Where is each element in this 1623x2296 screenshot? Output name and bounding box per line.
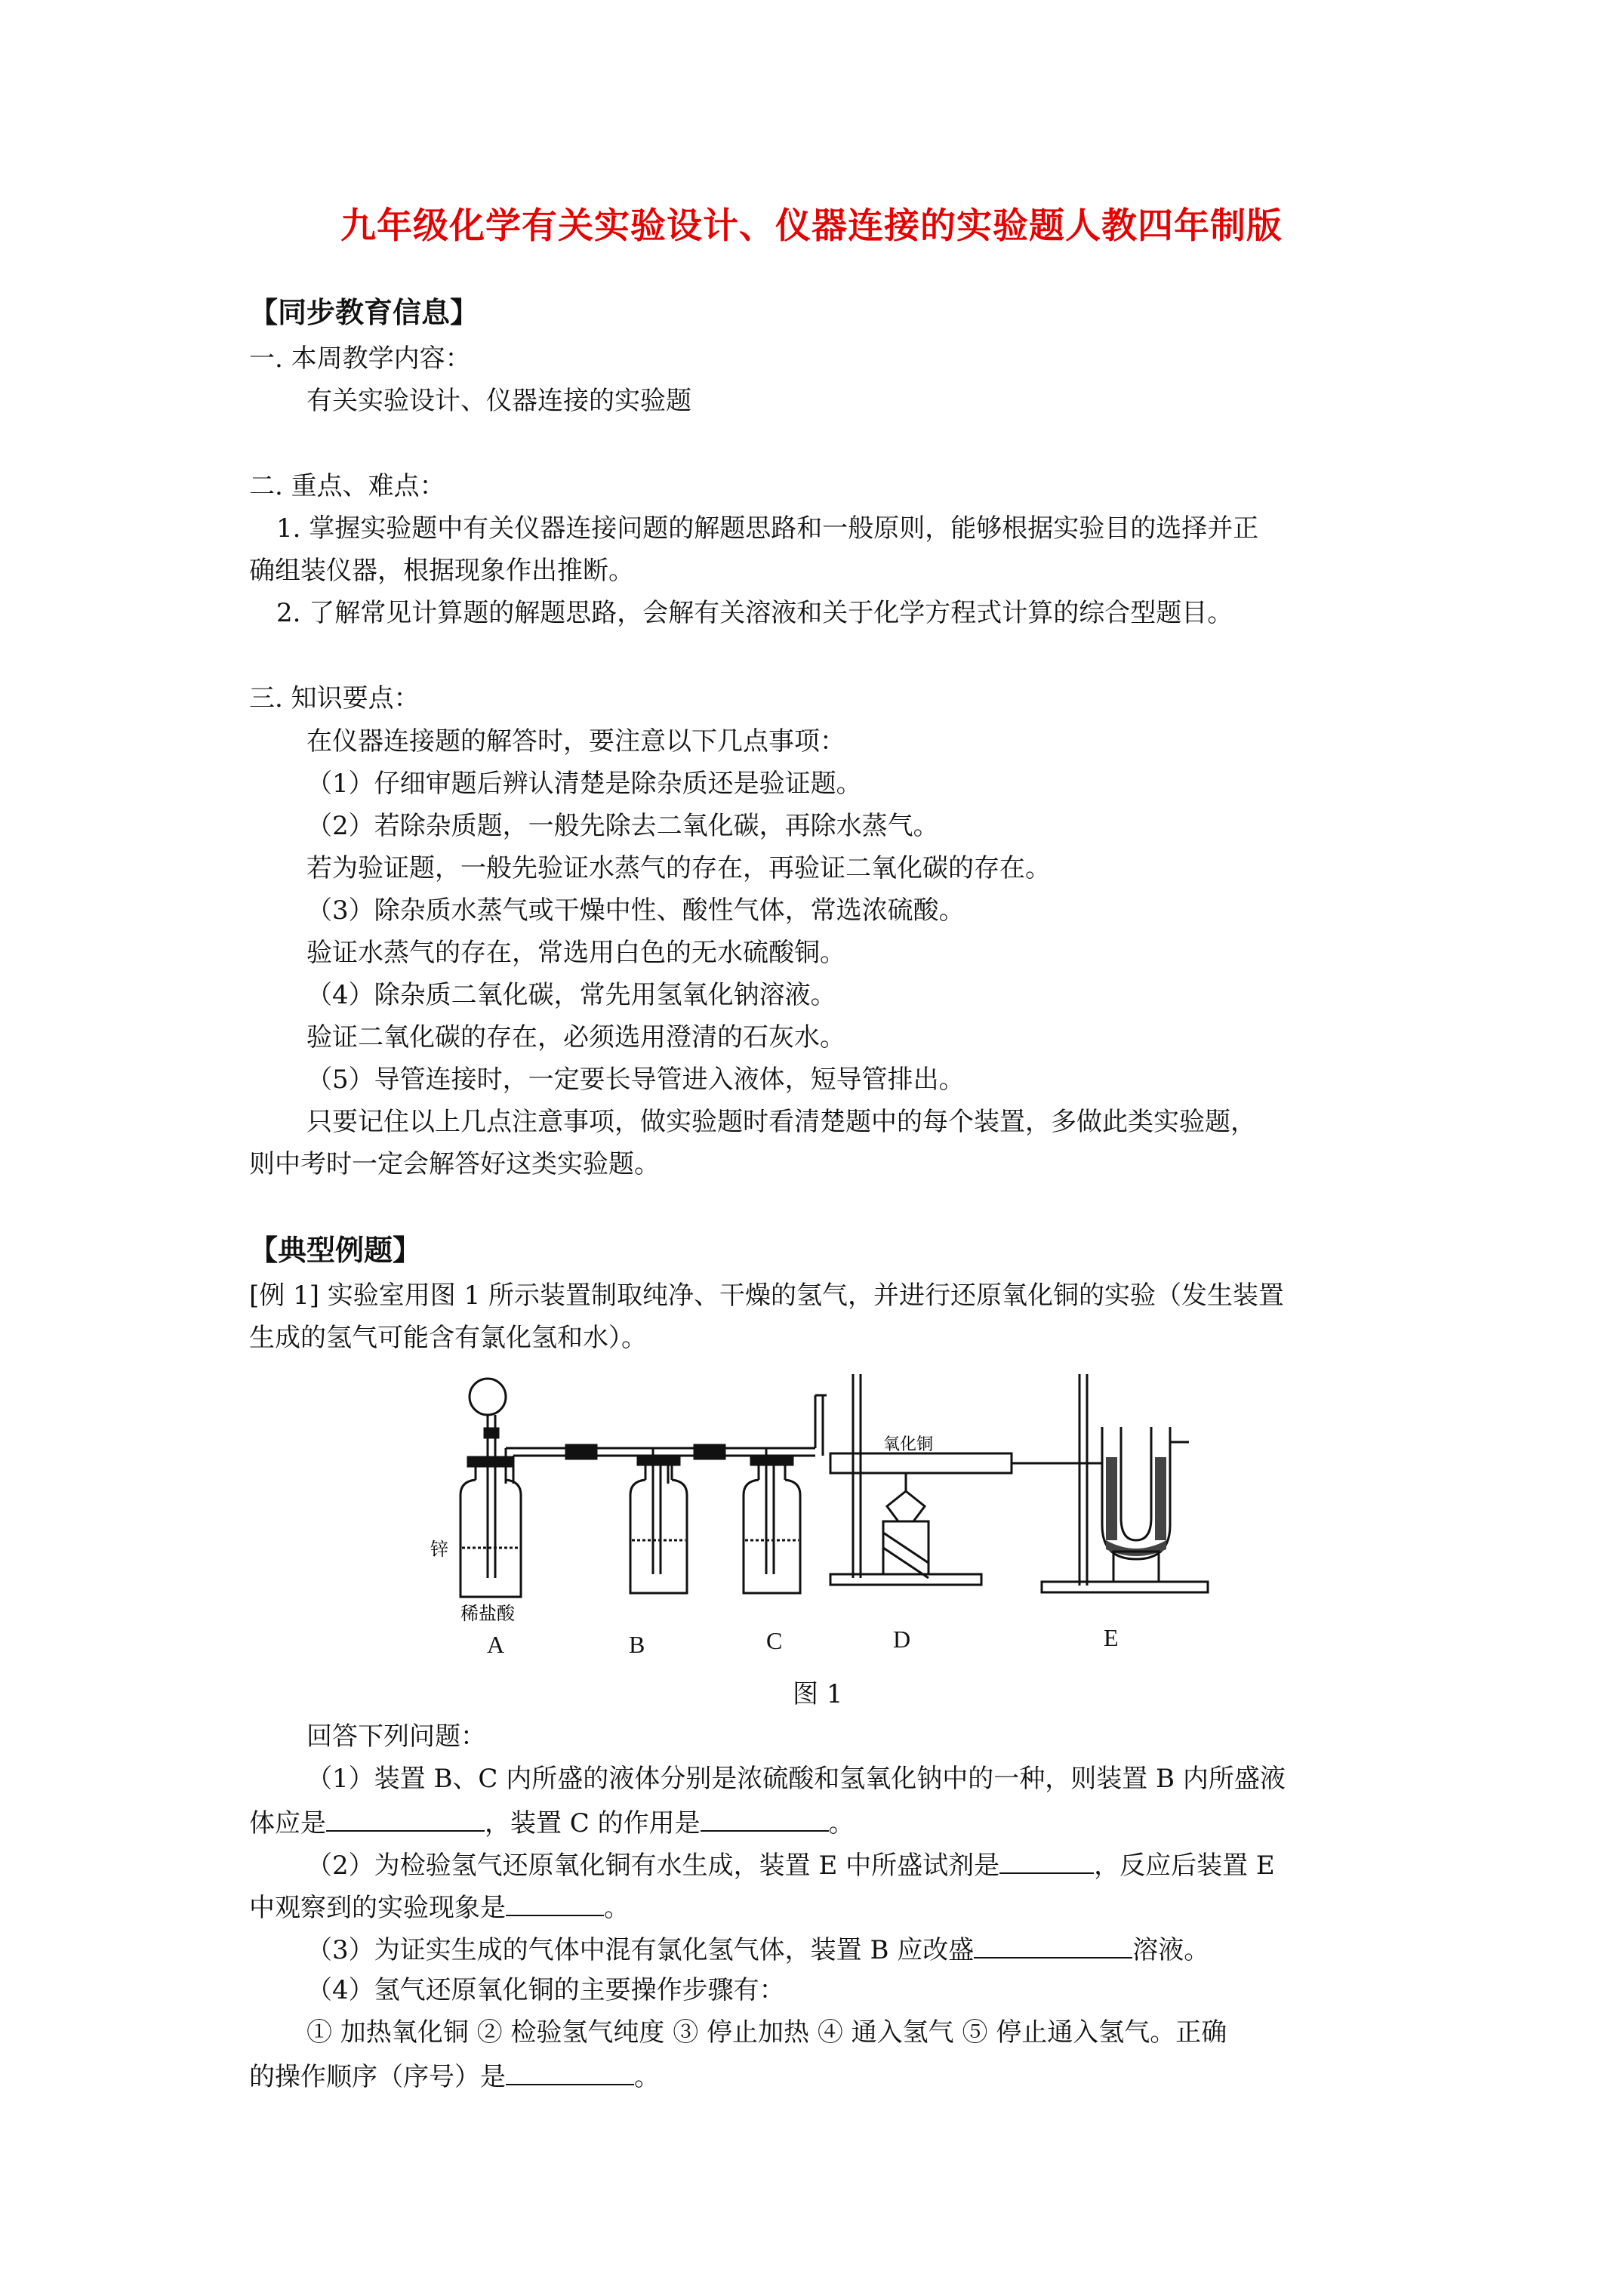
bottle-c	[744, 1480, 800, 1593]
knowledge-line: （4）除杂质二氧化碳，常先用氢氧化钠溶液。	[306, 980, 836, 1010]
q1-text-c: 。	[828, 1808, 855, 1838]
figure-letter-b: B	[629, 1631, 645, 1658]
answer-blank-3[interactable]	[999, 1847, 1094, 1874]
funnel-bulb	[470, 1379, 506, 1415]
question-4-steps: ① 加热氧化铜 ② 检验氢气纯度 ③ 停止加热 ④ 通入氢气 ⑤ 停止通入氢气。正确	[306, 2017, 1227, 2048]
section-3-heading: 三. 知识要点：	[249, 683, 420, 713]
answer-blank-4[interactable]	[506, 1889, 604, 1916]
stand-base-e	[1042, 1582, 1208, 1592]
section-2-heading: 二. 重点、难点：	[249, 471, 445, 501]
q1-text-a: 体应是	[249, 1808, 326, 1838]
apparatus-diagram	[423, 1359, 1215, 1631]
alcohol-lamp-flame	[887, 1491, 925, 1521]
question-4: （4）氢气还原氧化铜的主要操作步骤有：	[306, 1975, 785, 2005]
knowledge-line: 验证二氧化碳的存在，必须选用澄清的石灰水。	[306, 1022, 845, 1052]
question-2-line-1	[306, 1847, 1275, 1882]
section-1-heading: 一. 本周教学内容：	[249, 344, 471, 374]
knowledge-line: 在仪器连接题的解答时，要注意以下几点事项：	[306, 726, 845, 757]
q1-text-b: ，装置 C 的作用是	[485, 1808, 701, 1838]
question-1-line-1: （1）装置 B、C 内所盛的液体分别是浓硫酸和氢氧化钠中的一种，则装置 B 内所盛液	[306, 1764, 1286, 1794]
q2-text-a: （2）为检验氢气还原氧化铜有水生成，装置 E 中所盛试剂是	[306, 1851, 1000, 1881]
q2-text-c: 中观察到的实验现象是	[249, 1893, 506, 1923]
section-2-item-2: 2. 了解常见计算题的解题思路，会解有关溶液和关于化学方程式计算的综合型题目。	[276, 598, 1233, 628]
knowledge-line: （2）若除杂质题，一般先除去二氧化碳，再除水蒸气。	[306, 811, 939, 841]
answer-blank-6[interactable]	[506, 2058, 634, 2085]
knowledge-line: （1）仔细审题后辨认清楚是除杂质还是验证题。	[306, 769, 862, 799]
figure-letter-e: E	[1104, 1624, 1119, 1651]
document-title: 九年级化学有关实验设计、仪器连接的实验题人教四年制版	[340, 205, 1283, 247]
question-2-line-2	[249, 1889, 630, 1925]
sync-info-heading: 【同步教育信息】	[249, 295, 479, 329]
knowledge-line: 只要记住以上几点注意事项，做实验题时看清楚题中的每个装置，多做此类实验题，	[306, 1107, 1256, 1137]
figure-letter-d: D	[893, 1626, 911, 1653]
knowledge-line: 若为验证题，一般先验证水蒸气的存在，再验证二氧化碳的存在。	[306, 853, 1051, 883]
stopper-c	[751, 1456, 793, 1465]
figure-caption: 图 1	[793, 1679, 843, 1709]
question-3	[306, 1931, 1209, 1967]
knowledge-last-line: 则中考时一定会解答好这类实验题。	[249, 1149, 660, 1179]
combustion-tube	[830, 1453, 1012, 1473]
answer-blank-2[interactable]	[701, 1804, 829, 1832]
section-2-item-1-line-1: 1. 掌握实验题中有关仪器连接问题的解题思路和一般原则，能够根据实验目的选择并正	[276, 513, 1259, 544]
label-copper-oxide: 氧化铜	[883, 1435, 934, 1454]
section-2-item-1-line-2: 确组装仪器，根据现象作出推断。	[249, 556, 634, 586]
stopper-b	[638, 1456, 679, 1465]
q4-text-a: 的操作顺序（序号）是	[249, 2062, 506, 2092]
q4-text-b: 。	[634, 2062, 660, 2092]
question-1-line-2	[249, 1804, 855, 1840]
knowledge-line: （5）导管连接时，一定要长导管进入液体，短导管排出。	[306, 1065, 965, 1095]
q3-text-a: （3）为证实生成的气体中混有氯化氢气体，装置 B 应改盛	[306, 1935, 975, 1965]
figure-letter-c: C	[766, 1627, 783, 1654]
q3-text-b: 溶液。	[1132, 1935, 1210, 1965]
q2-text-b: ，反应后装置 E	[1094, 1851, 1275, 1881]
bottle-c-neck	[759, 1465, 785, 1480]
bottle-a	[460, 1480, 521, 1597]
question-4-last-line	[249, 2058, 660, 2094]
section-1-content: 有关实验设计、仪器连接的实验题	[306, 386, 691, 416]
answer-blank-5[interactable]	[974, 1931, 1132, 1959]
figure-letter-a: A	[487, 1631, 505, 1658]
examples-heading: 【典型例题】	[249, 1233, 422, 1267]
q2-text-d: 。	[604, 1893, 630, 1923]
label-zinc: 锌	[430, 1539, 448, 1560]
example-1-line-2: 生成的氢气可能含有氯化氢和水）。	[249, 1323, 647, 1353]
answer-blank-1[interactable]	[326, 1804, 485, 1832]
bottle-b	[630, 1480, 687, 1593]
answer-intro: 回答下列问题：	[306, 1721, 486, 1752]
example-1-line-1: [例 1] 实验室用图 1 所示装置制取纯净、干燥的氢气，并进行还原氧化铜的实验（发生装置	[249, 1281, 1285, 1311]
label-dilute-hcl: 稀盐酸	[460, 1603, 515, 1624]
knowledge-line: （3）除杂质水蒸气或干燥中性、酸性气体，常选浓硫酸。	[306, 895, 965, 926]
knowledge-line: 验证水蒸气的存在，常选用白色的无水硫酸铜。	[306, 938, 845, 968]
